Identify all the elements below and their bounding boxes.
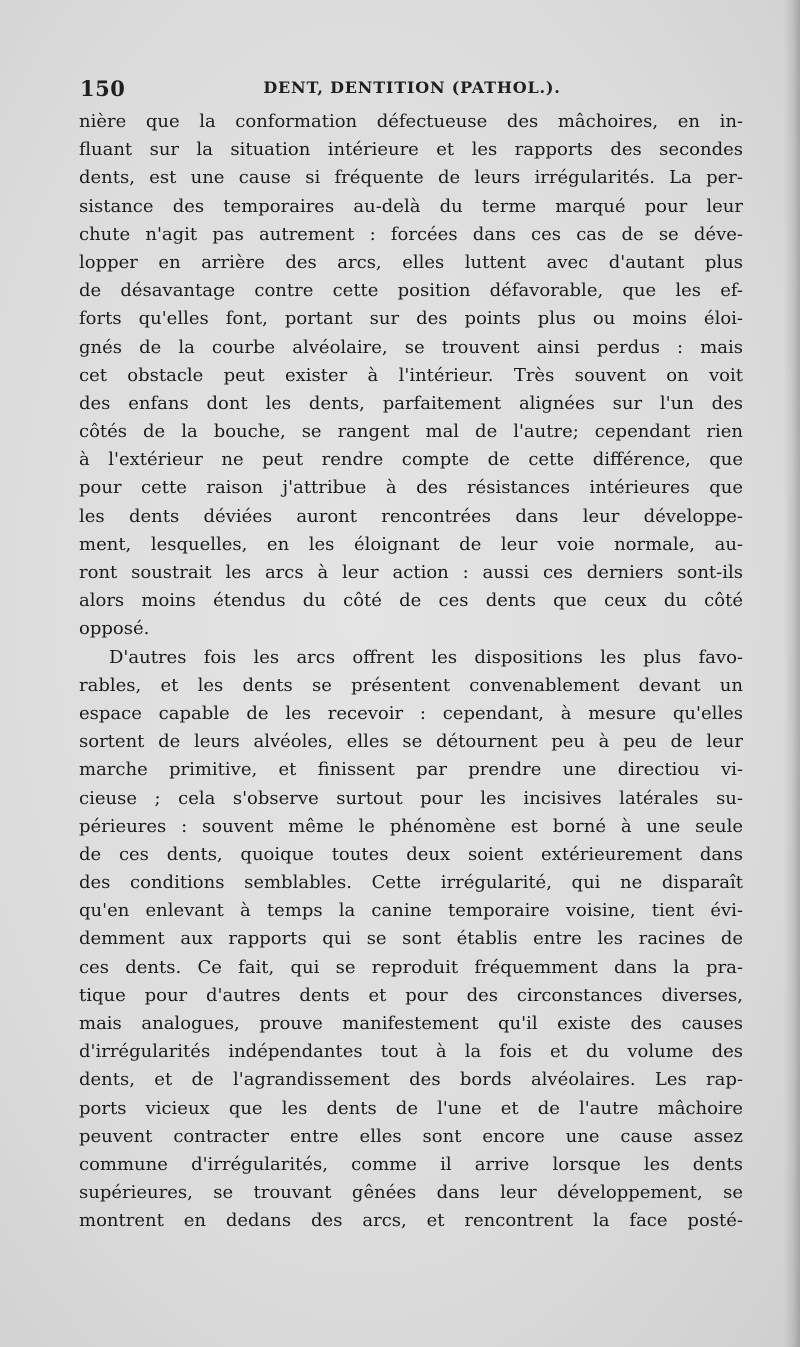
page-header <box>80 76 744 102</box>
running-head: DENT, DENTITION (PATHOL.). <box>263 78 561 97</box>
text-line: opposé. <box>79 618 150 640</box>
text-line: montrent en dedans des arcs, et rencontrent la face posté- <box>79 1210 743 1232</box>
page-spine-shadow <box>784 0 800 1347</box>
text-line: de désavantage contre cette position défavorable, que les ef- <box>79 280 743 302</box>
text-line: tique pour d'autres dents et pour des circonstances diverses, <box>79 984 743 1006</box>
text-line: gnés de la courbe alvéolaire, se trouvent ainsi perdus : mais <box>79 336 743 358</box>
text-line: sistance des temporaires au-delà du terme marqué pour leur <box>79 195 743 217</box>
text-line: des enfans dont les dents, parfaitement alignées sur l'un des <box>79 392 743 414</box>
text-line: lopper en arrière des arcs, elles luttent avec d'autant plus <box>79 251 743 273</box>
text-line: peuvent contracter entre elles sont encore une cause assez <box>79 1125 743 1147</box>
text-line: dents, et de l'agrandissement des bords alvéolaires. Les rap- <box>79 1069 743 1091</box>
text-line: sortent de leurs alvéoles, elles se détournent peu à peu de leur <box>79 731 743 753</box>
text-line: des conditions semblables. Cette irrégularité, qui ne disparaît <box>79 872 743 894</box>
text-line: D'autres fois les arcs offrent les dispositions les plus favo- <box>109 646 743 668</box>
text-line: de ces dents, quoique toutes deux soient extérieurement dans <box>79 843 743 865</box>
text-line: nière que la conformation défectueuse des mâchoires, en in- <box>79 111 743 132</box>
text-line: rables, et les dents se présentent convenablement devant un <box>79 674 743 696</box>
text-line: qu'en enlevant à temps la canine temporaire voisine, tient évi- <box>79 900 743 922</box>
page-number: 150 <box>80 76 126 101</box>
text-line: ment, lesquelles, en les éloignant de leur voie normale, au- <box>79 533 743 555</box>
text-line: pour cette raison j'attribue à des résistances intérieures que <box>79 477 743 499</box>
text-line: cet obstacle peut exister à l'intérieur. Très souvent on voit <box>79 364 743 386</box>
text-line: commune d'irrégularités, comme il arrive lorsque les dents <box>79 1153 743 1175</box>
text-line: supérieures, se trouvant gênées dans leur développement, se <box>79 1182 743 1204</box>
text-line: d'irrégularités indépendantes tout à la fois et du volume des <box>79 1041 743 1063</box>
text-line: mais analogues, prouve manifestement qu'il existe des causes <box>79 1013 743 1034</box>
text-line: ports vicieux que les dents de l'une et de l'autre mâchoire <box>79 1097 743 1119</box>
text-line: forts qu'elles font, portant sur des points plus ou moins éloi- <box>79 308 743 330</box>
text-line: ces dents. Ce fait, qui se reproduit fréquemment dans la pra- <box>79 956 743 978</box>
text-line: à l'extérieur ne peut rendre compte de cette différence, que <box>79 449 743 471</box>
text-line: cieuse ; cela s'observe surtout pour les incisives latérales su- <box>79 787 743 809</box>
text-line: fluant sur la situation intérieure et les rapports des secondes <box>79 139 743 161</box>
paragraph-1 <box>79 108 743 644</box>
text-line: marche primitive, et finissent par prendre une directiou vi- <box>79 759 743 781</box>
text-line: demment aux rapports qui se sont établis entre les racines de <box>79 928 743 950</box>
text-line: dents, est une cause si fréquente de leurs irrégularités. La per- <box>79 167 743 189</box>
paragraph-2 <box>79 644 743 1236</box>
text-line: espace capable de les recevoir : cependant, à mesure qu'elles <box>79 702 743 724</box>
text-body <box>79 108 743 1236</box>
text-line: côtés de la bouche, se rangent mal de l'autre; cependant rien <box>79 421 743 443</box>
text-line: chute n'agit pas autrement : forcées dans ces cas de se déve- <box>79 223 743 245</box>
text-line: ront soustrait les arcs à leur action : aussi ces derniers sont-ils <box>79 562 743 583</box>
text-line: périeures : souvent même le phénomène est borné à une seule <box>79 815 743 837</box>
text-line: alors moins étendus du côté de ces dents que ceux du côté <box>79 590 743 612</box>
text-line: les dents déviées auront rencontrées dans leur développe- <box>79 505 743 527</box>
